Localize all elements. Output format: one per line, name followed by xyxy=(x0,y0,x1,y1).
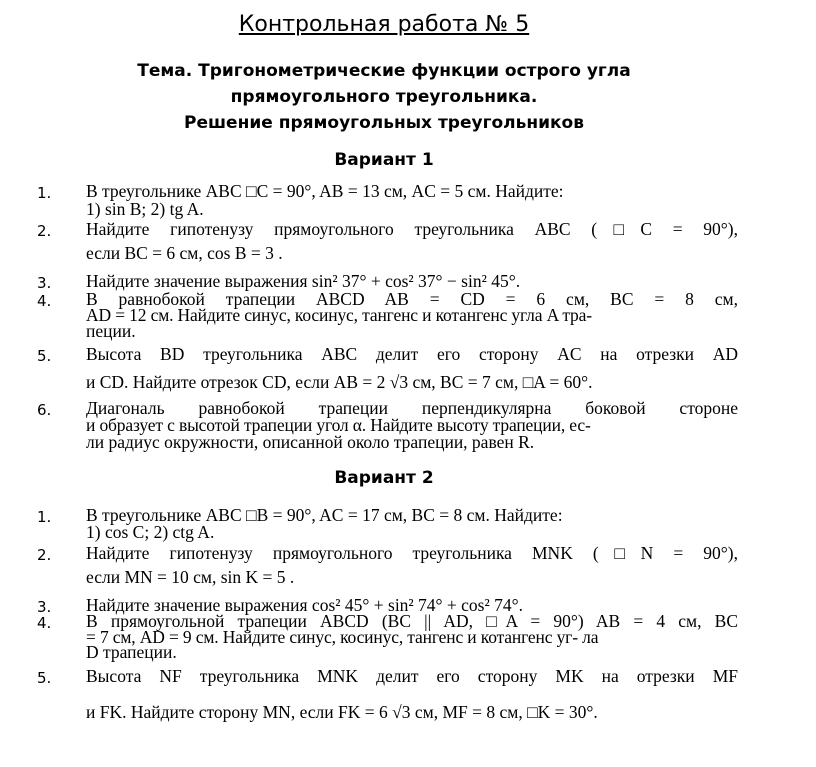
topic-line-3: Решение прямоугольных треугольников xyxy=(184,113,584,133)
topic-line-1: Тема. Тригонометрические функции острого угла xyxy=(137,61,631,81)
task-line: ли радиус окружности, описанной около трапеции, равен R. xyxy=(86,432,535,452)
task-line: 1) cos C; 2) ctg A. xyxy=(86,522,215,542)
task-line: D трапеции. xyxy=(86,642,177,662)
variant-heading: Вариант 2 xyxy=(334,468,434,488)
task-line: Высота NF треугольника MNK делит его сторону MK на отрезки MF xyxy=(86,666,738,686)
task-line: и образует с высотой трапеции угол α. Найдите высоту трапеции, ес- xyxy=(86,415,591,435)
task-line: В равнобокой трапеции ABCD AB = CD = 6 см, BC = 8 см, xyxy=(86,289,738,309)
task-line: если BC = 6 см, cos B = 3 . xyxy=(86,243,283,263)
task-line: В треугольнике ABC □C = 90°, AB = 13 см, AC = 5 см. Найдите: xyxy=(86,181,564,201)
topic-line-2: прямоугольного треугольника. xyxy=(230,87,538,107)
task-line: если MN = 10 см, sin K = 5 . xyxy=(86,567,295,587)
task-line: Найдите гипотенузу прямоугольного треугольника MNK (□N = 90°), xyxy=(86,543,738,563)
task-line: Найдите гипотенузу прямоугольного треугольника ABC (□C = 90°), xyxy=(86,219,738,239)
task-line: AD = 12 см. Найдите синус, косинус, тангенс и котангенс угла A тра- xyxy=(86,305,592,325)
task-number: 2. xyxy=(37,222,52,240)
page-title: Контрольная работа № 5 xyxy=(238,12,530,37)
variant-heading: Вариант 1 xyxy=(334,150,434,170)
task-line: = 7 см, AD = 9 см. Найдите синус, косинус, тангенс и котангенс уг- ла xyxy=(86,627,599,647)
task-line: Найдите значение выражения cos² 45° + sin² 74° + cos² 74°. xyxy=(86,595,523,615)
task-number: 3. xyxy=(37,274,52,292)
task-number: 5. xyxy=(37,347,52,365)
task-line: и CD. Найдите отрезок CD, если AB = 2 √3 см, BC = 7 см, □A = 60°. xyxy=(86,372,593,392)
task-number: 3. xyxy=(37,598,52,616)
task-line: 1) sin B; 2) tg A. xyxy=(86,199,204,219)
task-number: 1. xyxy=(37,508,52,526)
task-line: В прямоугольной трапеции ABCD (BC || AD, □A = 90°) AB = 4 см, BC xyxy=(86,611,738,631)
task-number: 6. xyxy=(37,401,52,419)
task-line: и FK. Найдите сторону MN, если FK = 6 √3 см, MF = 8 см, □K = 30°. xyxy=(86,702,598,722)
task-line: Найдите значение выражения sin² 37° + cos² 37° − sin² 45°. xyxy=(86,271,521,291)
task-line: Высота BD треугольника ABC делит его сторону AC на отрезки AD xyxy=(86,344,738,364)
task-line: пеции. xyxy=(86,321,136,341)
task-number: 5. xyxy=(37,669,52,687)
task-line: В треугольнике ABC □B = 90°, AC = 17 см, BC = 8 см. Найдите: xyxy=(86,505,563,525)
task-line: Диагональ равнобокой трапеции перпендикулярна боковой стороне xyxy=(86,398,738,418)
task-number: 4. xyxy=(37,292,52,310)
task-number: 1. xyxy=(37,184,52,202)
task-number: 2. xyxy=(37,546,52,564)
task-number: 4. xyxy=(37,614,52,632)
